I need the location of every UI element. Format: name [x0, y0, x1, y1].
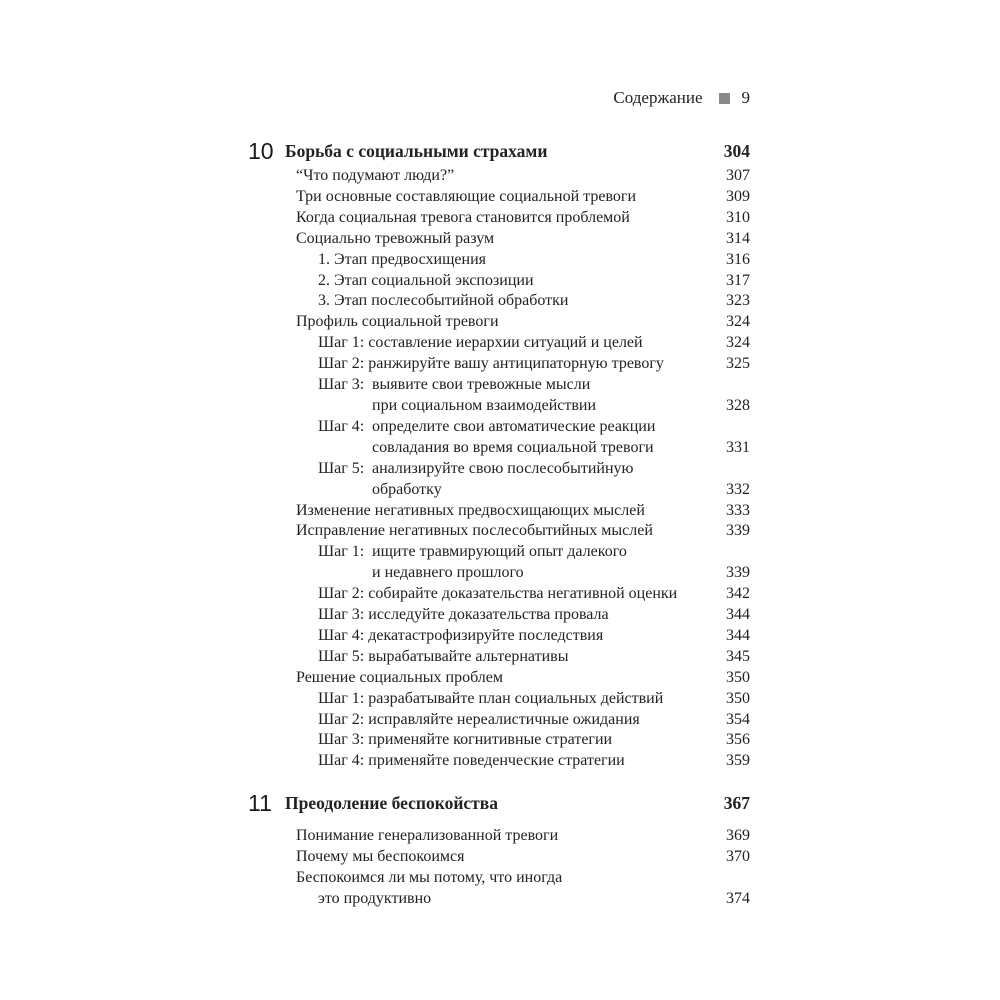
toc-entry-page-number: 333 [726, 501, 750, 519]
toc-entry-page-number: 316 [726, 250, 750, 268]
toc-entry-title-continuation: это продуктивно [318, 889, 432, 907]
toc-entry-page-number: 314 [726, 229, 750, 247]
toc-entry-title: Шаг 2: исправляйте нереалистичные ожидания [318, 710, 640, 728]
toc-entry[interactable] [248, 208, 750, 229]
toc-entry-title: Шаг 2: ранжируйте вашу антиципаторную тревогу [318, 355, 664, 373]
toc-entry-page-number: 339 [726, 522, 750, 540]
toc-entry-step-label: Шаг 4: [318, 417, 365, 435]
toc-entry-step-label: Шаг 5: [318, 459, 365, 477]
toc-entry-page-number: 345 [726, 647, 750, 665]
toc-entry-page-number: 342 [726, 585, 750, 603]
toc-entry-title-continuation: и недавнего прошлого [372, 564, 524, 582]
toc-chapter-10 [248, 136, 750, 772]
toc-entry[interactable] [248, 250, 750, 271]
toc-entry-title: “Что подумают люди?” [296, 167, 455, 184]
toc-entry-page-number: 370 [726, 847, 750, 865]
running-head-page-number: 9 [741, 88, 750, 107]
toc-entry-page-number: 350 [726, 668, 750, 686]
toc-entries [248, 166, 750, 772]
toc-entry-page-number: 324 [726, 334, 750, 352]
toc-entry-page-number: 324 [726, 313, 750, 331]
toc-entry-page-number: 309 [726, 187, 750, 205]
chapter-page-number: 304 [723, 141, 750, 161]
toc-entry-first-line [318, 459, 750, 480]
toc-entry-page-number: 323 [726, 292, 750, 310]
toc-entry-page-number: 328 [726, 396, 750, 414]
toc-entry-title: Шаг 3: применяйте когнитивные стратегии [318, 731, 613, 749]
toc-entry-title: Шаг 5: вырабатывайте альтернативы [318, 647, 569, 665]
toc-entry[interactable] [248, 826, 750, 847]
toc-entry-page-number: 331 [726, 438, 750, 456]
toc-entry-title: Решение социальных проблем [296, 668, 504, 686]
toc-entry-first-line [318, 542, 750, 563]
running-head [613, 86, 750, 110]
toc-entry-page-number: 369 [726, 827, 750, 844]
toc-entry-title: Исправление негативных послесобытийных мыслей [296, 522, 653, 540]
toc-entry-page-number: 344 [726, 606, 750, 624]
toc-entry[interactable] [248, 354, 750, 375]
toc-entry-first-line [318, 375, 750, 396]
toc-entry-title-continuation: при социальном взаимодействии [372, 396, 597, 414]
toc-entry-title: Шаг 1: составление иерархии ситуаций и целей [318, 334, 643, 352]
toc-entry[interactable] [248, 187, 750, 208]
chapter-title: Борьба с социальными страхами [285, 141, 548, 161]
toc-entry[interactable] [248, 291, 750, 312]
toc-entry-title: Три основные составляющие социальной тревоги [296, 187, 637, 205]
square-bullet-icon [719, 93, 730, 104]
toc-entry-title: Шаг 1: разрабатывайте план социальных действий [318, 689, 664, 707]
toc-entry-page-number: 350 [726, 689, 750, 707]
toc-entry[interactable] [248, 166, 750, 187]
toc-entry-page-number: 317 [726, 271, 750, 289]
toc-entry[interactable] [248, 689, 750, 710]
toc-entries [248, 826, 750, 910]
toc-entry[interactable] [248, 647, 750, 668]
toc-entry-title: ищите травмирующий опыт далекого [372, 543, 627, 561]
toc-entry-title: Шаг 4: применяйте поведенческие стратегии [318, 752, 625, 770]
toc-entry-title: Профиль социальной тревоги [296, 313, 499, 331]
toc-entry-page-number: 354 [726, 710, 750, 728]
toc-entry-title: 3. Этап послесобытийной обработки [318, 292, 569, 310]
chapter-page-number: 367 [723, 793, 750, 813]
toc-entry-title: Беспокоимся ли мы потому, что иногда [296, 868, 563, 886]
toc-entry-step-label: Шаг 3: [318, 376, 365, 394]
toc-entry[interactable] [248, 521, 750, 542]
chapter-title: Преодоление беспокойства [285, 793, 498, 813]
toc-entry[interactable] [248, 710, 750, 731]
toc-entry-title: Изменение негативных предвосхищающих мыслей [296, 501, 645, 519]
toc-entry[interactable] [248, 375, 750, 417]
toc-entry[interactable] [248, 847, 750, 868]
toc-entry-page-number: 344 [726, 626, 750, 644]
toc-entry[interactable] [248, 333, 750, 354]
toc-entry-page-number: 332 [726, 480, 750, 498]
running-head-section: Содержание [613, 88, 703, 107]
toc-entry-title: Почему мы беспокоимся [296, 847, 465, 865]
toc-entry[interactable] [248, 751, 750, 772]
chapter-number: 11 [248, 790, 272, 816]
toc-entry-title: Понимание генерализованной тревоги [296, 827, 559, 844]
toc-entry-title: Шаг 2: собирайте доказательства негативной оценки [318, 585, 678, 603]
toc-entry-first-line [318, 417, 750, 438]
toc-entry[interactable] [248, 459, 750, 501]
toc-entry-title: 1. Этап предвосхищения [318, 250, 486, 268]
toc-entry[interactable] [248, 584, 750, 605]
toc-entry-title: выявите свои тревожные мысли [372, 376, 591, 394]
toc-entry[interactable] [248, 501, 750, 522]
chapter-number: 10 [248, 138, 274, 164]
toc-entry[interactable] [248, 730, 750, 751]
toc-entry-title: Шаг 3: исследуйте доказательства провала [318, 606, 609, 624]
toc-entry-title: Социально тревожный разум [296, 229, 495, 247]
toc-entry-page-number: 374 [726, 889, 750, 907]
chapter-heading[interactable] [248, 136, 750, 166]
toc-entry-page-number: 339 [726, 564, 750, 582]
toc-entry-title: Когда социальная тревога становится проблемой [296, 208, 630, 226]
toc-entry[interactable] [248, 417, 750, 459]
toc-entry-page-number: 325 [726, 355, 750, 373]
toc-entry[interactable] [248, 868, 750, 910]
toc-entry[interactable] [248, 668, 750, 689]
toc-entry[interactable] [248, 626, 750, 647]
toc-entry-title-continuation: обработку [372, 480, 442, 498]
toc-entry-page-number: 359 [726, 752, 750, 770]
toc-entry-title: анализируйте свою послесобытийную [372, 459, 634, 477]
toc-entry-page-number: 307 [726, 167, 750, 184]
toc-chapter-11 [248, 788, 750, 910]
toc-entry-title-continuation: совладания во время социальной тревоги [372, 438, 654, 456]
toc-entry-title: Шаг 4: декатастрофизируйте последствия [318, 626, 604, 644]
toc-entry-page-number: 310 [726, 208, 750, 226]
toc-entry[interactable] [248, 271, 750, 292]
toc-entry[interactable] [248, 542, 750, 584]
toc-entry-step-label: Шаг 1: [318, 543, 365, 561]
toc-entry[interactable] [248, 312, 750, 333]
chapter-heading[interactable] [248, 788, 750, 818]
toc-entry[interactable] [248, 605, 750, 626]
toc-entry-title: 2. Этап социальной экспозиции [318, 271, 534, 289]
toc-entry-page-number: 356 [726, 731, 750, 749]
toc-entry-title: определите свои автоматические реакции [372, 417, 656, 435]
toc-entry[interactable] [248, 229, 750, 250]
